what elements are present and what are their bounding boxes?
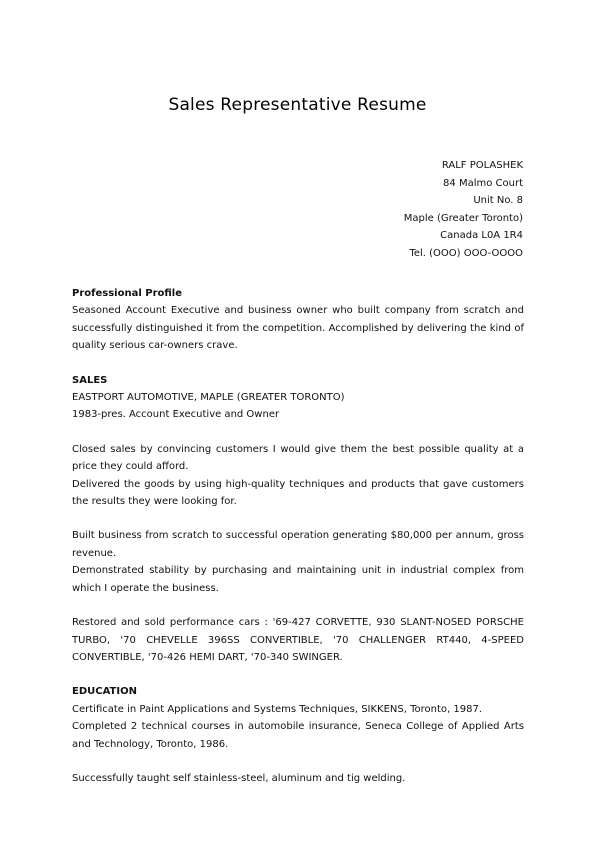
education-line-1: Certificate in Paint Applications and Systems Techniques, SIKKENS, Toronto, 1987. <box>72 703 483 715</box>
education-line-3: Successfully taught self stainless-steel, aluminum and tig welding. <box>72 772 406 784</box>
sales-paragraph-5: Restored and sold performance cars : '69-427 CORVETTE, 930 SLANT-NOSED PORSCHE TURBO, '70 CHEVELLE 396SS CONVERTIBLE, '70 CHALLENGER RT440, 4-SPEED CONVERTIBLE, '70-426 HEMI DART, '70-340 SWINGER. <box>72 617 524 663</box>
document-title: Sales Representative Resume <box>168 95 427 115</box>
profile-text: Seasoned Account Executive and business owner who built company from scratch and successfully distinguished it from the competition. Accomplished by delivering the kind of quality serious car-owners crave. <box>72 305 524 352</box>
sales-paragraph-3: Built business from scratch to successful operation generating $80,000 per annum, gross revenue. <box>72 530 524 559</box>
sales-heading: SALES <box>72 374 108 386</box>
profile-heading: Professional Profile <box>72 288 182 299</box>
resume-body <box>72 285 524 787</box>
contact-name: RALF POLASHEK <box>441 160 523 171</box>
contact-city: Maple (Greater Toronto) <box>403 212 523 224</box>
sales-role: 1983-pres. Account Executive and Owner <box>72 409 280 421</box>
contact-street: 84 Malmo Court <box>443 177 523 189</box>
contact-unit: Unit No. 8 <box>473 195 523 207</box>
education-heading: EDUCATION <box>72 686 137 698</box>
education-line-2: Completed 2 technical courses in automobile insurance, Seneca College of Applied Arts and Technology, Toronto, 1986. <box>72 721 524 750</box>
contact-block <box>404 157 523 263</box>
sales-employer: EASTPORT AUTOMOTIVE, MAPLE (GREATER TORONTO) <box>72 392 345 404</box>
sales-paragraph-4: Demonstrated stability by purchasing and maintaining unit in industrial complex from which I operate the business. <box>72 565 524 594</box>
contact-country-postal: Canada L0A 1R4 <box>440 230 523 242</box>
contact-phone: Tel. (OOO) OOO-OOOO <box>409 247 523 259</box>
sales-paragraph-2: Delivered the goods by using high-quality techniques and products that gave customers the results they were looking for. <box>72 478 524 508</box>
sales-paragraph-1: Closed sales by convincing customers I would give them the best possible quality at a price they could afford. <box>72 443 524 473</box>
